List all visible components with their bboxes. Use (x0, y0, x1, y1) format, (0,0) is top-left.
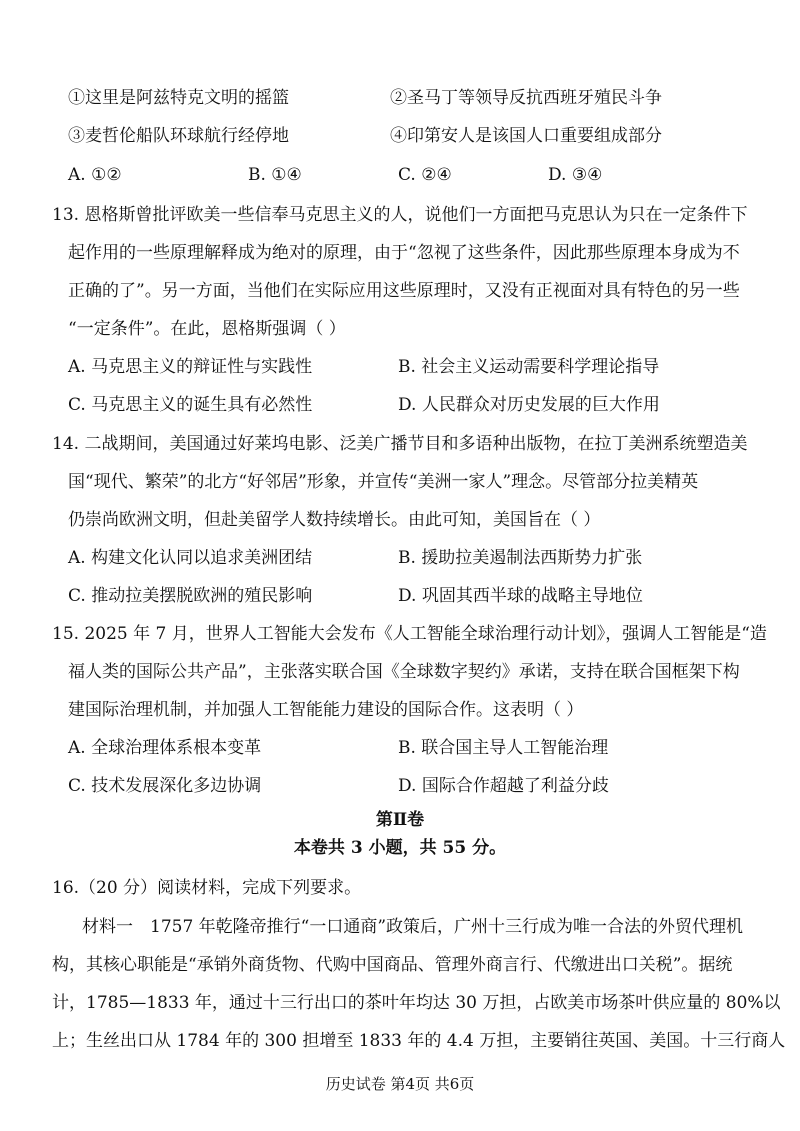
q12-statement-3: ③麦哲伦船队环球航行经停地 (68, 126, 289, 146)
q16-head: 16.（20 分）阅读材料，完成下列要求。 (52, 878, 362, 898)
section-title: 第Ⅱ卷 (375, 810, 425, 830)
q15-option-b: B. 联合国主导人工智能治理 (398, 738, 609, 758)
q16-line-3: 计，1785—1833 年，通过十三行出口的茶叶年均达 30 万担，占欧美市场茶叶供应量的 80%以 (52, 993, 781, 1013)
q15-option-d: D. 国际合作超越了利益分歧 (398, 776, 609, 796)
q14-option-d: D. 巩固其西半球的战略主导地位 (398, 586, 643, 606)
q16-line-1: 材料一 1757 年乾隆帝推行“一口通商”政策后，广州十三行成为唯一合法的外贸代理机 (82, 917, 744, 937)
q16-line-4: 上；生丝出口从 1784 年的 300 担增至 1833 年的 4.4 万担，主要销往英国、美国。十三行商人 (52, 1031, 786, 1051)
q12-statement-2: ②圣马丁等领导反抗西班牙殖民斗争 (390, 88, 662, 108)
q14-line-2: 国“现代、繁荣”的北方“好邻居”形象，并宣传“美洲一家人”理念。尽管部分拉美精英 (68, 472, 699, 492)
q13-option-c: C. 马克思主义的诞生具有必然性 (68, 395, 313, 415)
q14-option-a: A. 构建文化认同以追求美洲团结 (68, 548, 313, 568)
q12-option-d: D. ③④ (548, 165, 603, 185)
q12-statement-4: ④印第安人是该国人口重要组成部分 (390, 126, 662, 146)
q13-option-b: B. 社会主义运动需要科学理论指导 (398, 357, 660, 377)
q15-option-a: A. 全球治理体系根本变革 (68, 738, 262, 758)
q14-line-1: 14. 二战期间，美国通过好莱坞电影、泛美广播节目和多语种出版物，在拉丁美洲系统塑造美 (52, 434, 748, 454)
q16-line-2: 构，其核心职能是“承销外商货物、代购中国商品、管理外商言行、代缴进出口关税”。据统 (52, 955, 733, 975)
q12-option-a: A. ①② (68, 165, 122, 185)
q15-line-3: 建国际治理机制，并加强人工智能能力建设的国际合作。这表明（ ） (68, 700, 584, 720)
q15-line-2: 福人类的国际公共产品”，主张落实联合国《全球数字契约》承诺，支持在联合国框架下构 (68, 662, 740, 682)
q14-option-c: C. 推动拉美摆脱欧洲的殖民影响 (68, 586, 313, 606)
q13-line-1: 13. 恩格斯曾批评欧美一些信奉马克思主义的人，说他们一方面把马克思认为只在一定条件下 (52, 205, 748, 225)
q13-line-2: 起作用的一些原理解释成为绝对的原理，由于“忽视了这些条件，因此那些原理本身成为不 (68, 243, 740, 263)
q13-option-a: A. 马克思主义的辩证性与实践性 (68, 357, 313, 377)
q12-option-b: B. ①④ (248, 165, 302, 185)
q15-option-c: C. 技术发展深化多边协调 (68, 776, 262, 796)
q13-line-4: “一定条件”。在此，恩格斯强调（ ） (68, 319, 346, 339)
q13-line-3: 正确的了”。另一方面，当他们在实际应用这些原理时，又没有正视面对具有特色的另一些 (68, 281, 740, 301)
q13-option-d: D. 人民群众对历史发展的巨大作用 (398, 395, 660, 415)
q12-option-c: C. ②④ (398, 165, 452, 185)
q14-option-b: B. 援助拉美遏制法西斯势力扩张 (398, 548, 643, 568)
q15-line-1: 15. 2025 年 7 月，世界人工智能大会发布《人工智能全球治理行动计划》，强调人工智能是“造 (52, 624, 767, 644)
q12-statement-1: ①这里是阿兹特克文明的摇篮 (68, 88, 289, 108)
page-footer: 历史试卷 第4页 共6页 (325, 1075, 475, 1093)
q14-line-3: 仍崇尚欧洲文明，但赴美留学人数持续增长。由此可知，美国旨在（ ） (68, 510, 601, 530)
section-subtitle: 本卷共 3 小题，共 55 分。 (293, 838, 507, 858)
